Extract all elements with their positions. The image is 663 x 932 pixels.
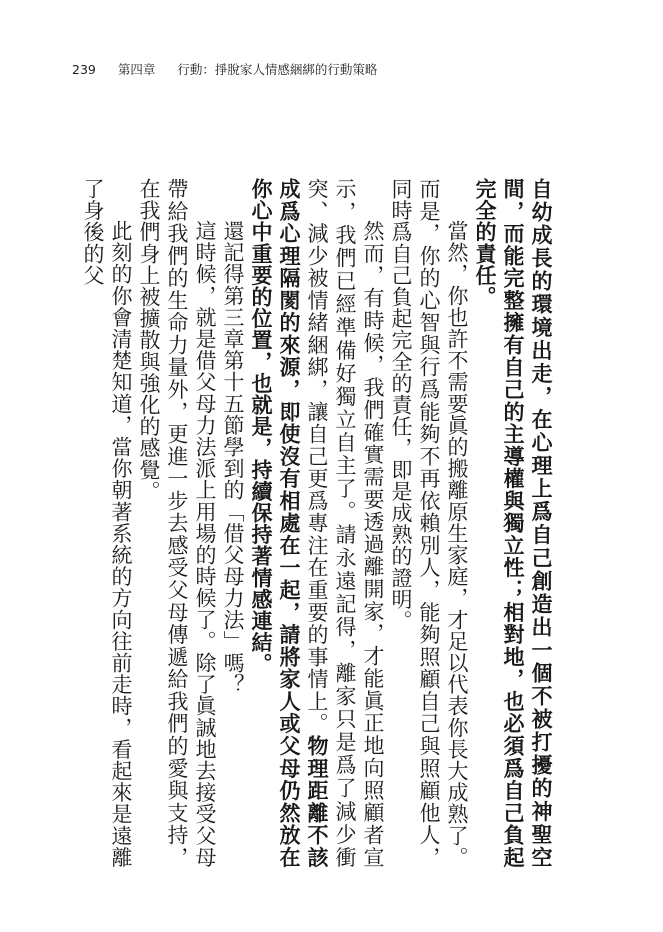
paragraph-2-run: 當然，你也許不需要眞的搬離原生家庭，才足以代表你長大成熟了。而是，你的心智與行爲能夠不再依賴別人，能夠照顧自己與照顧他人，同時爲自己負起完全的責任，即是成熟的證明。 bbox=[389, 178, 469, 868]
paragraph-6-run: 此刻的你會清楚知道，當你朝著系統的方向往前走時，看起來是遠離了身後的父 bbox=[81, 178, 133, 868]
paragraph-3-run: 然而，有時候，我們確實需要透過離開家，才能眞正地向照顧者宣示，我們已經準備好獨立自主了。請永遠記得，離家只是爲了減少衝突、減少被情緒綑綁，讓自己更爲專注在重要的事情上。 bbox=[305, 178, 385, 868]
paragraph-4 bbox=[219, 178, 247, 868]
paragraph-1 bbox=[471, 178, 555, 868]
page-number: 239 bbox=[72, 62, 96, 77]
paragraph-5-run: 這時候，就是借父母力法派上用場的時候了。除了眞誠地去接受父母帶給我們的生命力量外，更進一步去感受父母傳遞給我們的愛與支持，在我們身上被擴散與強化的感覺。 bbox=[137, 178, 217, 868]
paragraph-3-bold-run: 物理距離不該成爲心理隔閡的來源，即使沒有相處在一起，請將家人或父母仍然放在你心中重要的位置，也就是，持續保持著情感連結。 bbox=[249, 178, 330, 868]
paragraph-1-bold-run: 自幼成長的環境出走，在心理上爲自己創造出一個不被打擾的神聖空間，而能完整擁有自己的主導權與獨立性；相對地，也必須爲自己負起完全的責任。 bbox=[473, 178, 554, 868]
body-text bbox=[75, 178, 555, 868]
paragraph-4-run: 還記得第三章第十五節學到的「借父母力法」嗎？ bbox=[221, 220, 245, 696]
paragraph-3 bbox=[247, 178, 387, 868]
chapter-label: 第四章 bbox=[117, 62, 156, 77]
paragraph-5 bbox=[135, 178, 219, 868]
chapter-title: 行動：掙脫家人情感綑綁的行動策略 bbox=[177, 62, 378, 77]
paragraph-6 bbox=[79, 178, 135, 868]
paragraph-2 bbox=[387, 178, 471, 868]
running-header bbox=[72, 60, 395, 78]
